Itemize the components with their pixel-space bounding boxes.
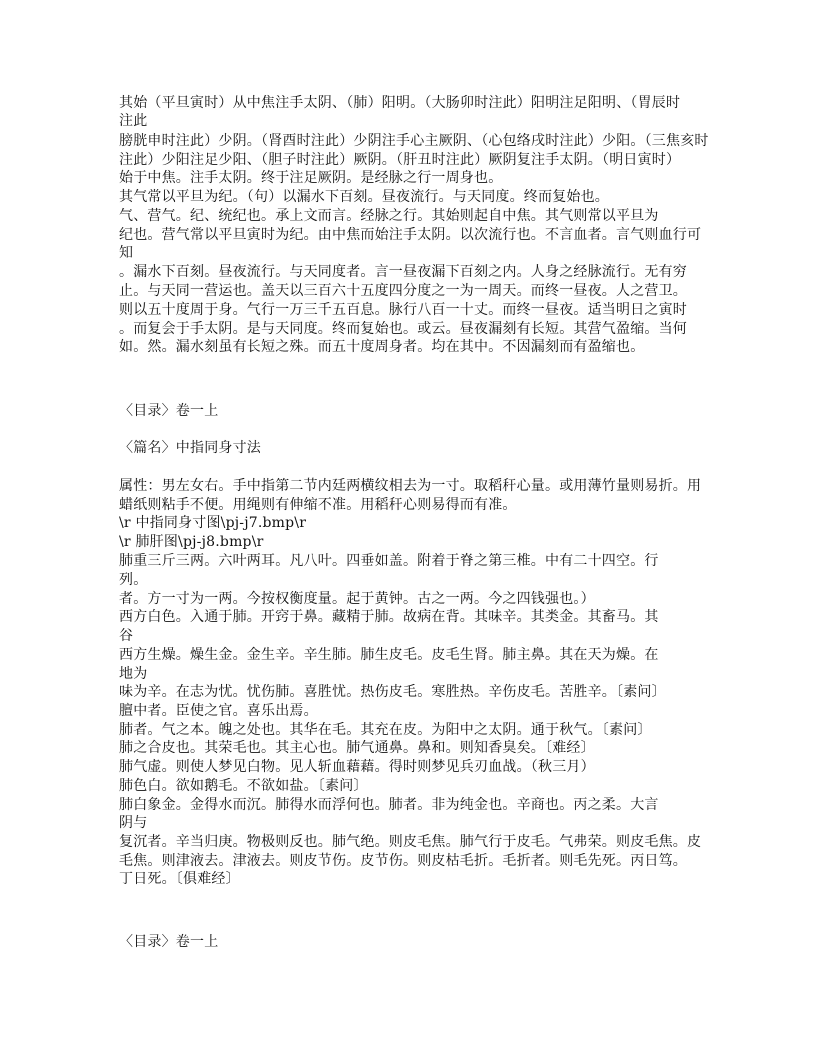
text-line: 者。方一寸为一两。今按权衡度量。起于黄钟。古之一两。今之四钱强也。）: [119, 591, 595, 607]
text-line: 列。: [119, 572, 148, 588]
text-line: 注此: [119, 113, 148, 129]
text-line: 肺重三斤三两。六叶两耳。凡八叶。四垂如盖。附着于脊之第三椎。中有二十四空。行: [119, 553, 659, 569]
text-line: 如。然。漏水刻虽有长短之殊。而五十度周身者。均在其中。不因漏刻而有盈缩也。: [119, 339, 645, 355]
image-reference: \r 中指同身寸图\pj-j7.bmp\r: [119, 515, 307, 531]
text-line: 肺之合皮也。其荣毛也。其主心也。肺气通鼻。鼻和。则知香臭矣。〔难经〕: [119, 740, 595, 756]
text-line: 。漏水下百刻。昼夜流行。与天同度者。言一昼夜漏下百刻之内。人身之经脉流行。无有穷: [119, 264, 687, 280]
text-line: 味为辛。在志为忧。忧伤肺。喜胜忧。热伤皮毛。寒胜热。辛伤皮毛。苦胜辛。〔素问〕: [119, 684, 666, 700]
text-line: 地为: [119, 666, 148, 682]
text-line: 。而复会于手太阴。是与天同度。终而复始也。或云。昼夜漏刻有长短。其营气盈缩。当何: [119, 321, 687, 337]
text-line: 复沉者。辛当归庚。物极则反也。肺气绝。则皮毛焦。肺气行于皮毛。气弗荣。则皮毛焦。皮: [119, 834, 702, 850]
text-line: 肺白象金。金得水而沉。肺得水而浮何也。肺者。非为纯金也。辛商也。丙之柔。大言: [119, 797, 659, 813]
text-line: 膻中者。臣使之官。喜乐出焉。: [119, 703, 318, 719]
text-line: 其始（平旦寅时）从中焦注手太阴、（肺）阳明。（大肠卯时注此）阳明注足阳明、（胃辰时: [119, 95, 681, 111]
text-line: 阴与: [119, 815, 148, 831]
chapter-title: 〈篇名〉中指同身寸法: [119, 440, 261, 456]
text-line: 肺气虚。则使人梦见白物。见人斩血藉藉。得时则梦见兵刃血战。（秋三月）: [119, 759, 595, 775]
text-line: 谷: [119, 628, 134, 644]
text-line: 毛焦。则津液去。津液去。则皮节伤。皮节伤。则皮枯毛折。毛折者。则毛先死。丙日笃。: [119, 853, 687, 869]
text-line: 膀胱申时注此）少阴。（肾酉时注此）少阴注手心主厥阴、（心包络戌时注此）少阳。（三焦亥时: [119, 133, 709, 149]
text-line: 知: [119, 245, 134, 261]
toc-label: 〈目录〉卷一上: [119, 934, 219, 950]
text-line: 西方白色。入通于肺。开窍于鼻。藏精于肺。故病在背。其味辛。其类金。其畜马。其: [119, 609, 659, 625]
text-line: 始于中焦。注手太阴。终于注足厥阴。是经脉之行一周身也。: [119, 170, 503, 186]
text-line: 止。与天同一营运也。盖天以三百六十五度四分度之一为一周天。而终一昼夜。人之营卫。: [119, 283, 687, 299]
text-line: 西方生燥。燥生金。金生辛。辛生肺。肺生皮毛。皮毛生肾。肺主鼻。其在天为燥。在: [119, 647, 659, 663]
text-line: 其气常以平旦为纪。（句）以漏水下百刻。昼夜流行。与天同度。终而复始也。: [119, 189, 609, 205]
text-line: 肺者。气之本。魄之处也。其华在毛。其充在皮。为阳中之太阴。通于秋气。〔素问〕: [119, 722, 652, 738]
image-reference: \r 肺肝图\pj-j8.bmp\r: [119, 534, 264, 550]
text-line: 气、营气。纪、统纪也。承上文而言。经脉之行。其始则起自中焦。其气则常以平旦为: [119, 208, 659, 224]
text-line: 蜡纸则粘手不便。用绳则有伸缩不准。用稻秆心则易得而有准。: [119, 497, 517, 513]
text-line: 注此）少阳注足少阳、（胆子时注此）厥阴。（肝丑时注此）厥阴复注手太阴。（明日寅时）: [119, 152, 681, 168]
toc-label: 〈目录〉卷一上: [119, 403, 219, 419]
text-line: 肺色白。欲如鹅毛。不欲如盐。〔素问〕: [119, 778, 368, 794]
text-line: 纪也。营气常以平旦寅时为纪。由中焦而始注手太阴。以次流行也。不言血者。言气则血行可: [119, 227, 702, 243]
text-line: 属性：男左女右。手中指第二节内廷两横纹相去为一寸。取稻秆心量。或用薄竹量则易折。用: [119, 478, 702, 494]
text-line: 则以五十度周于身。气行一万三千五百息。脉行八百一十丈。而终一昼夜。适当明日之寅时: [119, 302, 687, 318]
text-line: 丁日死。〔俱难经〕: [119, 871, 240, 887]
